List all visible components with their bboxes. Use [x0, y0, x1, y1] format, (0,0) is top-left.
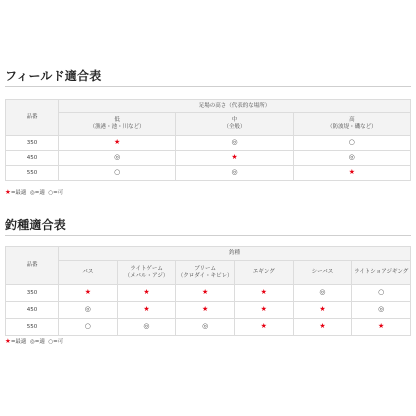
field-col-high: [293, 113, 410, 136]
species-table: [5, 246, 411, 336]
species-col-label: ライトゲーム: [130, 265, 163, 272]
rating-mark: ★: [84, 288, 91, 296]
rating-mark: ◎: [84, 305, 91, 313]
rating-mark: ◎: [231, 168, 238, 176]
rating-mark: ★: [231, 153, 238, 161]
field-col-mid-label: 中: [231, 117, 238, 123]
species-group-header: 釣種: [59, 247, 411, 261]
rating-mark: ◎: [202, 322, 209, 330]
model-cell: 350: [6, 136, 59, 151]
rating-mark: ○: [348, 138, 355, 146]
table-row: [6, 166, 411, 181]
legend-good: ◎=適: [29, 339, 45, 345]
field-col-low-label: 低: [114, 117, 120, 123]
model-cell: 450: [6, 302, 59, 319]
field-col-high-label: 高: [349, 117, 355, 123]
legend-best: ★=最適: [5, 188, 27, 196]
rating-mark: ★: [319, 322, 326, 330]
species-col-label: ブリーム: [194, 265, 217, 272]
species-col-label: エギング: [252, 269, 275, 275]
rating-mark: ★: [348, 168, 355, 176]
rating-mark: ★: [260, 288, 267, 296]
field-header-row-group: [6, 100, 411, 113]
species-model-header: 品番: [6, 247, 59, 285]
species-col-label: バス: [82, 269, 94, 275]
field-col-mid: [176, 113, 293, 136]
star-icon: ★: [5, 337, 11, 345]
table-row: [6, 285, 411, 302]
field-col-low-sub: （漁港・池・川など）: [89, 124, 145, 130]
species-col-bream: [176, 261, 235, 285]
field-table: [5, 99, 411, 181]
rating-mark: ★: [202, 288, 209, 296]
model-cell: 450: [6, 151, 59, 166]
species-header-row: [6, 261, 411, 285]
rating-mark: ○: [114, 168, 121, 176]
rating-mark: ★: [319, 305, 326, 313]
field-col-low: [59, 113, 176, 136]
rating-mark: ○: [378, 288, 385, 296]
rating-mark: ◎: [378, 305, 385, 313]
field-model-header: 品番: [6, 100, 59, 136]
legend-ok: ○=可: [48, 190, 64, 196]
rating-mark: ★: [260, 322, 267, 330]
field-legend: [5, 188, 63, 197]
rating-mark: ◎: [231, 138, 238, 146]
species-table-title: 釣種適合表: [5, 218, 67, 232]
table-row: [6, 302, 411, 319]
species-legend: [5, 337, 63, 346]
model-cell: 550: [6, 166, 59, 181]
rating-mark: ★: [114, 138, 121, 146]
field-col-mid-sub: （全般）: [223, 124, 246, 130]
species-header-row-group: [6, 247, 411, 261]
rating-mark: ○: [84, 322, 91, 330]
species-col-sub: （クロダイ・キビレ）: [177, 272, 233, 279]
field-title-rule: [5, 86, 411, 87]
table-row: [6, 319, 411, 336]
species-col-lightgame: [117, 261, 176, 285]
species-col-label: シーバス: [311, 269, 334, 275]
species-col-sub: （メバル・アジ）: [124, 272, 169, 279]
field-col-high-sub: （防波堤・磯など）: [327, 124, 377, 130]
model-cell: 350: [6, 285, 59, 302]
rating-mark: ★: [378, 322, 385, 330]
species-col-bass: [59, 261, 118, 285]
rating-mark: ★: [202, 305, 209, 313]
rating-mark: ◎: [319, 288, 326, 296]
field-table-title: フィールド適合表: [5, 69, 102, 83]
rating-mark: ★: [143, 288, 150, 296]
field-header-row: [6, 113, 411, 136]
rating-mark: ★: [260, 305, 267, 313]
star-icon: ★: [5, 188, 11, 196]
model-cell: 550: [6, 319, 59, 336]
rating-mark: ★: [143, 305, 150, 313]
rating-mark: ◎: [348, 153, 355, 161]
species-col-shorejigging: [352, 261, 411, 285]
legend-ok: ○=可: [48, 339, 64, 345]
rating-mark: ◎: [143, 322, 150, 330]
legend-best: ★=最適: [5, 337, 27, 345]
table-row: [6, 151, 411, 166]
species-title-rule: [5, 235, 411, 236]
field-group-header: 足場の高さ（代表的な場所）: [59, 100, 411, 113]
rating-mark: ◎: [114, 153, 121, 161]
species-col-label: ライトショアジギング: [353, 269, 409, 275]
species-col-seabass: [293, 261, 352, 285]
legend-good: ◎=適: [29, 190, 45, 196]
species-col-eging: [234, 261, 293, 285]
table-row: [6, 136, 411, 151]
